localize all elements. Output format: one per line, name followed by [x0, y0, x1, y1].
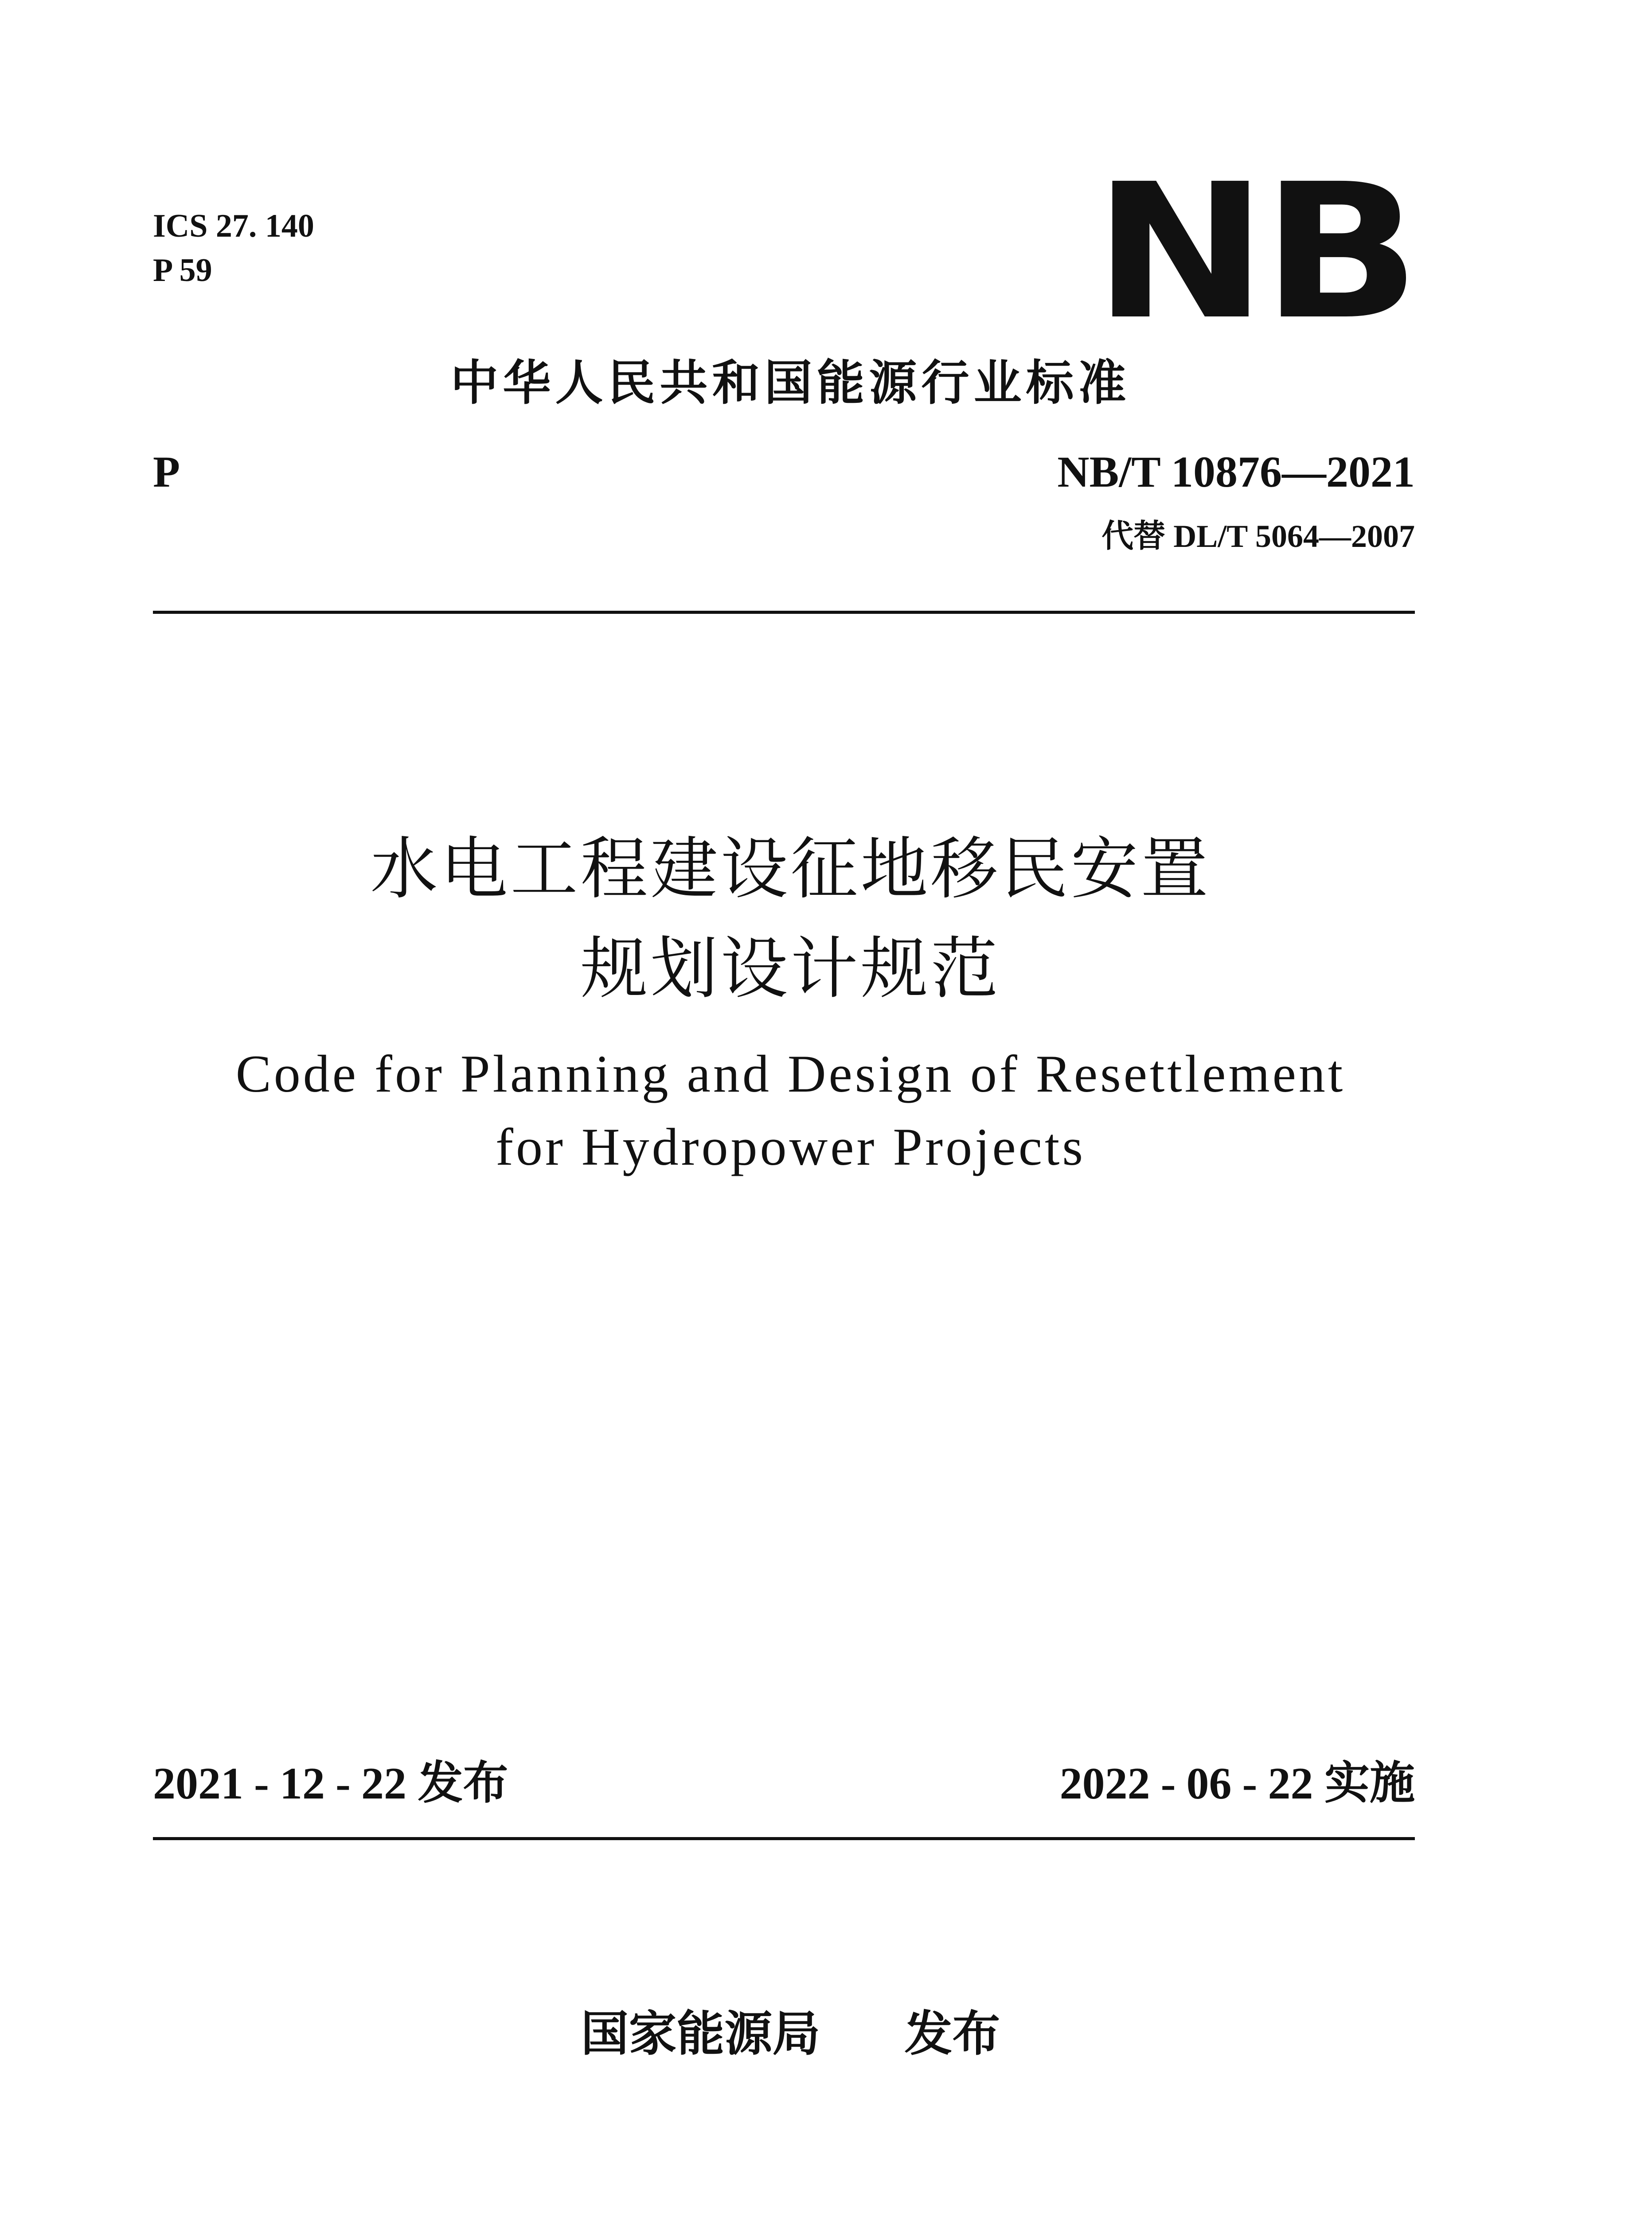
industry-standard-title: 中华人民共和国能源行业标准	[450, 355, 1131, 411]
top-divider	[153, 611, 1415, 614]
date-separator: -	[1242, 1759, 1258, 1809]
standard-number: NB/T 10876—2021	[1057, 447, 1415, 496]
publisher-name: 国家能源局	[581, 2006, 820, 2062]
impl-day: 22	[1268, 1759, 1313, 1809]
issue-label: 发布	[418, 1759, 508, 1809]
date-separator: -	[335, 1759, 351, 1809]
chinese-title-line-2: 规划设计规范	[580, 932, 1001, 1007]
impl-label: 实施	[1324, 1759, 1415, 1809]
impl-month: 06	[1186, 1759, 1232, 1809]
replaces-standard: 代替 DL/T 5064—2007	[1101, 519, 1415, 554]
issue-month: 12	[279, 1759, 325, 1809]
chinese-title	[0, 820, 1652, 1019]
ics-number: ICS 27. 140	[153, 208, 314, 244]
publish-label: 发布	[904, 2006, 1000, 2062]
date-separator: -	[254, 1759, 269, 1809]
ics-code	[153, 204, 314, 293]
nb-logo: NB	[1093, 144, 1415, 361]
issue-date	[153, 1755, 508, 1813]
bottom-divider	[153, 1837, 1415, 1840]
publisher-line	[0, 2005, 1652, 2063]
impl-year: 2022	[1059, 1759, 1150, 1809]
issue-year: 2021	[153, 1759, 243, 1809]
chinese-title-line-1: 水电工程建设征地移民安置	[370, 832, 1211, 907]
classification-letter: P	[153, 447, 180, 496]
english-title	[0, 1037, 1652, 1183]
implementation-date	[1060, 1755, 1415, 1813]
date-separator: -	[1160, 1759, 1176, 1809]
english-title-line-1: Code for Planning and Design of Resettlement	[235, 1044, 1346, 1103]
issue-day: 22	[361, 1759, 406, 1809]
ccs-number: P 59	[153, 252, 212, 289]
english-title-line-2: for Hydropower Projects	[495, 1117, 1086, 1176]
